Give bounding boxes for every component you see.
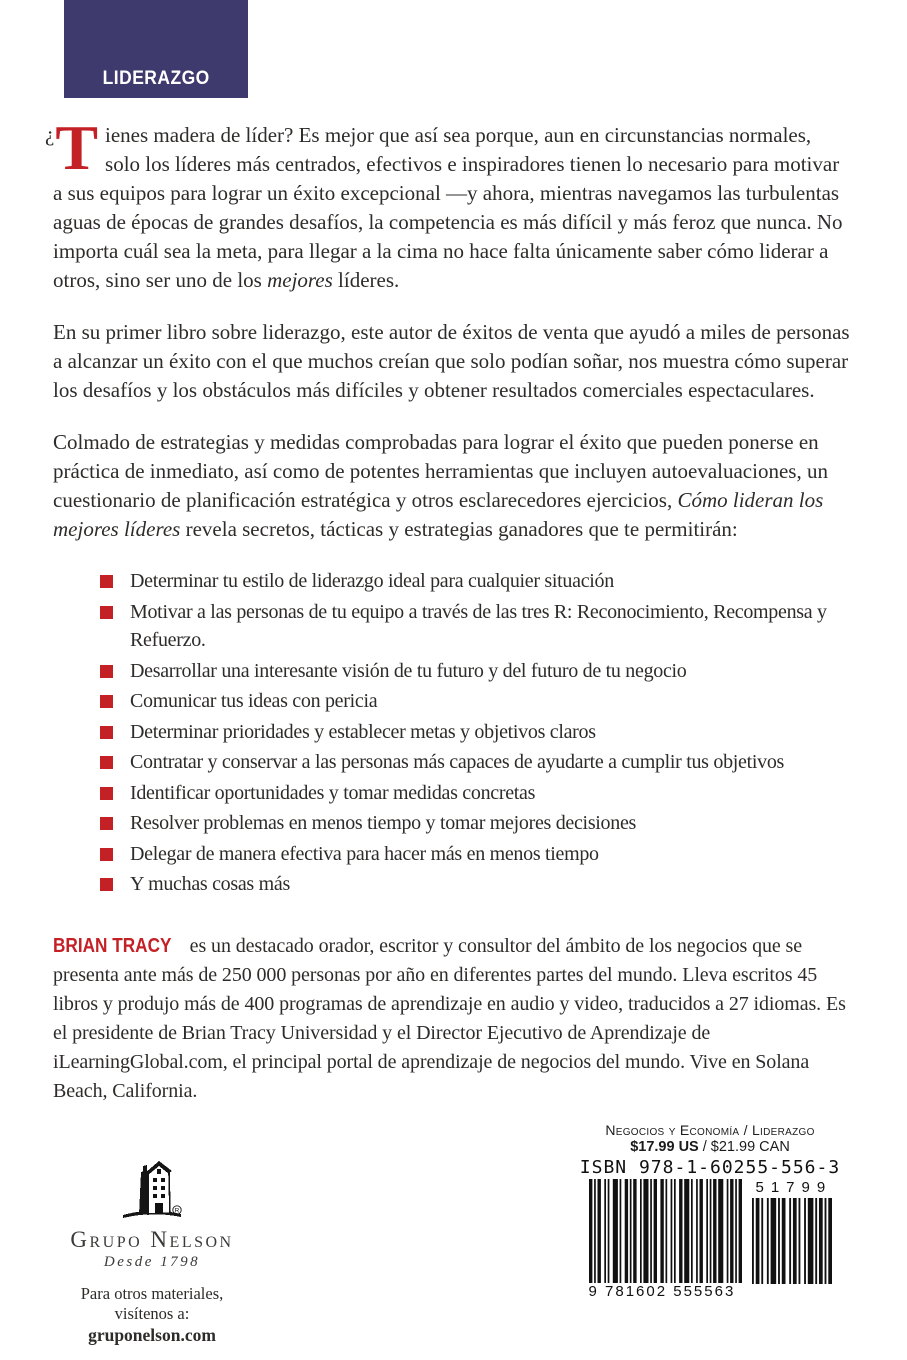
bullet-square-icon — [100, 665, 113, 678]
supplement-barcode — [752, 1198, 832, 1284]
list-item-label: Comunicar tus ideas con pericia — [130, 690, 378, 712]
bullet-square-icon — [100, 817, 113, 830]
paragraph-author-intro: En su primer libro sobre liderazgo, este autor de éxitos de venta que ayudó a miles de personas a alcanzar un éxito con el que muchos creían que solo podían soñar, nos muestra cómo superar los desafíos y los obstáculos más difíciles y obtener resultados comerciales espectaculares. — [53, 320, 850, 402]
publisher-block — [52, 1156, 252, 1346]
publisher-logo — [52, 1156, 252, 1224]
price-us: $17.99 US — [630, 1139, 699, 1155]
list-item-label: Y muchas cosas más — [130, 873, 290, 895]
intro-paragraph-text: ienes madera de líder? Es mejor que así sea porque, aun en circunstancias normales, solo los líderes más centrados, efectivos e inspiradores tienen lo necesario para motivar a sus equipos para lograr un éxito excepcional —y ahora, mientras navegamos las turbulentas aguas de épocas de grandes desafíos, la competencia es más difícil y más feroz que nunca. No importa cuál sea la meta, para llegar a la cima no hace falta únicamente saber cómo liderar a otros, sino ser uno de los mejores líderes. — [53, 123, 843, 292]
list-item-label: Determinar tu estilo de liderazgo ideal para cualquier situación — [130, 570, 614, 592]
price-can: / $21.99 CAN — [698, 1139, 790, 1155]
list-item — [100, 567, 851, 596]
list-item — [100, 657, 851, 686]
ean-digits: 9 781602 555563 — [588, 1283, 736, 1300]
ean-barcode — [589, 1179, 742, 1283]
publisher-promo-line: Para otros materiales, visítenos a: — [80, 1284, 224, 1323]
list-item — [100, 748, 851, 777]
supplement-digits: 51799 — [755, 1179, 833, 1196]
paragraph-book-promise: Colmado de estrategias y medidas comprobadas para lograr el éxito que pueden ponerse en práctica de inmediato, así como de potentes herramientas que incluyen autoevaluaciones, un cuestionario de planificación estratégica y otros esclarecedores ejercicios, Cómo lideran los mejores líderes revela secretos, tácticas y estrategias ganadores que te permitirán: — [53, 430, 828, 541]
category-banner — [64, 0, 248, 98]
category-label: Negocios y Economía / Liderazgo — [605, 1122, 815, 1138]
list-item — [100, 718, 851, 747]
publisher-website: gruponelson.com — [88, 1325, 216, 1345]
ean-barcode-group — [589, 1179, 742, 1300]
supplement-barcode-group — [752, 1179, 832, 1284]
list-item-label: Resolver problemas en menos tiempo y tomar mejores decisiones — [130, 812, 637, 834]
list-item — [100, 840, 851, 869]
grupo-nelson-house-icon — [119, 1158, 185, 1224]
dropcap-letter: T — [55, 112, 99, 183]
bullet-square-icon — [100, 878, 113, 891]
list-item-label: Contratar y conservar a las personas más capaces de ayudarte a cumplir tus objetivos — [130, 751, 785, 773]
inverted-question-mark: ¿ — [45, 122, 55, 146]
list-item — [100, 779, 851, 808]
barcode-block — [566, 1122, 854, 1300]
list-item — [100, 870, 851, 899]
dropcap-group — [45, 112, 99, 183]
isbn-label: ISBN 978-1-60255-556-3 — [579, 1157, 841, 1178]
intro-paragraph — [45, 112, 851, 295]
list-item — [100, 809, 851, 838]
price-line — [566, 1139, 854, 1155]
back-cover-copy — [45, 112, 851, 1106]
list-item — [100, 598, 851, 655]
bullet-square-icon — [100, 848, 113, 861]
bullet-square-icon — [100, 726, 113, 739]
list-item-label: Identificar oportunidades y tomar medidas concretas — [130, 781, 536, 804]
bullet-square-icon — [100, 756, 113, 769]
svg-text:R: R — [174, 1207, 180, 1215]
publisher-name: Grupo Nelson — [70, 1227, 234, 1252]
bullet-square-icon — [100, 606, 113, 619]
author-bio — [53, 932, 851, 1106]
bullet-square-icon — [100, 787, 113, 800]
bullet-square-icon — [100, 695, 113, 708]
publisher-tagline: Desde 1798 — [103, 1254, 201, 1270]
list-item — [100, 687, 851, 716]
bullet-square-icon — [100, 575, 113, 588]
author-name: BRIAN TRACY — [53, 934, 172, 957]
list-item-label: Delegar de manera efectiva para hacer más en menos tiempo — [130, 842, 599, 865]
benefits-list — [53, 567, 851, 899]
category-banner-label: LIDERAZGO — [102, 68, 210, 89]
barcode-row — [566, 1179, 854, 1300]
author-bio-text: es un destacado orador, escritor y consultor del ámbito de los negocios que se presenta ante más de 250 000 personas por año en diferentes partes del mundo. Lleva escritos 45 libros y produjo más de 400 programas de aprendizaje en audio y video, traducidos a 27 idiomas. Es el presidente de Brian Tracy Universidad y el Director Ejecutivo de Aprendizaje de iLearningGlobal.com, el principal portal de aprendizaje de negocios del mundo. Vive en Solana Beach, California. — [53, 934, 846, 1102]
list-item-label: Motivar a las personas de tu equipo a través de las tres R: Reconocimiento, Recompensa y Refuerzo. — [130, 600, 827, 651]
list-item-label: Desarrollar una interesante visión de tu futuro y del futuro de tu negocio — [130, 659, 687, 682]
list-item-label: Determinar prioridades y establecer metas y objetivos claros — [130, 720, 596, 743]
